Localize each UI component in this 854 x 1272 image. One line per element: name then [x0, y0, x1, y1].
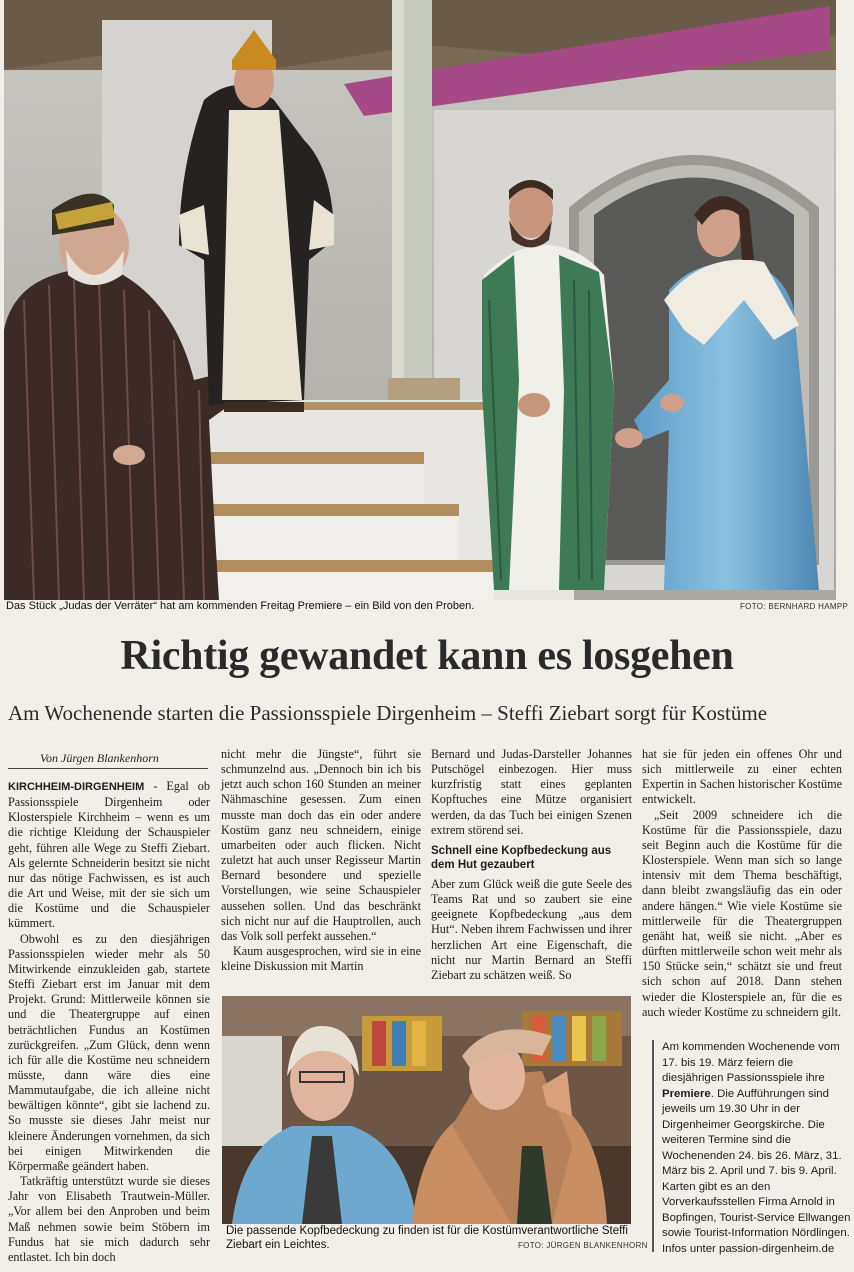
bottom-photo-caption: Die passende Kopfbedeckung zu finden ist für die Kostümverantwortliche Steffi Ziebart ein Leichtes.: [226, 1225, 628, 1251]
headline: Richtig gewandet kann es losgehen: [120, 633, 734, 679]
top-photo-caption: Das Stück „Judas der Verräter“ hat am kommenden Freitag Premiere – ein Bild von den Proben.: [6, 600, 475, 612]
info-box: Am kommenden Wochenende vom 17. bis 19. März feiern die diesjährigen Passionsspiele ihre Premiere. Die Aufführungen sind jeweils um 19.30 Uhr in der Dirgenheimer Georgskirche. Die weiteren Termine sind die Wochenenden 24. bis 26. März, 31. März bis 2. April und 7. bis 9. April. Karten gibt es an den Vorverkaufsstellen Firma Arnold in Bopfingen, Tourist-Service Ellwangen sowie Tourist-Information Nördlingen. Infos unter passion-dirgenheim.de: [652, 1040, 852, 1252]
paragraph: Aber zum Glück weiß die gute Seele des Teams Rat und so zaubert sie eine geeignete Kopfbedeckung „aus dem Hut“. Neben ihrem Fachwissen und ihrer herzlichen Art eine Eigenschaft, die nicht nur Martin Bernard an Steffi Ziebart zu schätzen weiß. So: [431, 876, 632, 982]
article-column-3: [431, 747, 632, 983]
premiere-highlight: Premiere: [662, 1087, 711, 1100]
subheading: Schnell eine Kopfbedeckung aus dem Hut gezaubert: [431, 844, 612, 872]
bottom-photo-credit: FOTO: JÜRGEN BLANKENHORN: [518, 1241, 648, 1250]
article-column-2: [221, 747, 421, 974]
subheadline: Am Wochenende starten die Passionsspiele Dirgenheim – Steffi Ziebart sorgt für Kostüme: [8, 701, 768, 725]
top-photo-credit: FOTO: BERNHARD HAMPP: [740, 602, 849, 611]
article-column-4: [642, 747, 842, 1020]
paragraph: „Seit 2009 schneidere ich die Kostüme für die Passionsspiele, dazu seit Beginn auch die Kostüme für die Klosterspiele. Wenn man sich so lange intensiv mit dem Thema beschäftigt, dann bleibt zwangsläufig das ein oder andere hängen.“ Wie viele Kostüme sie mittlerweile für die Theatergruppen genäht hat, weiß sie nicht. „Aber es dürften mittlerweile schon weit mehr als 150 Stücke sein,“ schätzt sie und freut sich schon auf 2018. Dann stehen wieder die Klosterspiele an, für die es auch wieder Kostüme zu schneidern gilt.: [642, 807, 842, 1019]
paragraph: Kaum ausgesprochen, wird sie in eine kleine Diskussion mit Martin: [221, 944, 421, 974]
costume-fitting-image: [222, 996, 631, 1224]
paragraph: KIRCHHEIM-DIRGENHEIM - Egal ob Passionsspiele Dirgenheim oder Klosterspiele Kirchheim – wenn es um die richtige Kleidung der Schauspieler geht, führen alle Wege zu Steffi Ziebart. Als gelernte Schneiderin besitzt sie nicht nur das nötige Fachwissen, es ist auch die Art und Weise, mit der sie sich um die Kostüme und die Schauspieler kümmert.: [8, 779, 210, 931]
dateline: KIRCHHEIM-DIRGENHEIM: [8, 781, 145, 793]
article-column-1: [8, 779, 210, 1265]
byline: Von Jürgen Blankenhorn: [40, 751, 159, 765]
paragraph: Bernard und Judas-Darsteller Johannes Putschögel einbezogen. Hier muss kurzfristig statt eines geplanten Kopftuches eine Mütze organisiert werden, da das Tuch bei einigen Szenen extrem störend sei.: [431, 747, 632, 837]
top-photo: [4, 0, 836, 600]
byline-rule: [8, 768, 208, 769]
bottom-photo: [222, 996, 631, 1224]
paragraph: nicht mehr die Jüngste“, führt sie schmunzelnd aus. „Dennoch bin ich bis jetzt auch schon 160 Stunden an meiner Nähmaschine gesessen. Zum einen musste man doch das ein oder andere Kostüm ganz neu schneidern, einige umarbeiten oder auch flicken. Nicht zuletzt hat auch unser Regisseur Martin Bernard besondere und spezielle Vorstellungen, wie seine Schauspieler aussehen sollen. Und das beschränkt sich nicht nur auf die Hauptrollen, auch das Volk soll perfekt aussehen.“: [221, 747, 421, 943]
paragraph: hat sie für jeden ein offenes Ohr und sich mittlerweile zu einer echten Expertin in Sachen historischer Kostüme entwickelt.: [642, 747, 842, 807]
paragraph: Tatkräftig unterstützt wurde sie dieses Jahr von Elisabeth Trautwein-Müller. „Vor allem bei den Anproben und beim Maß nehmen sowie beim Stöbern im Fundus hat sie mich dadurch sehr entlastet. Ich bin doch: [8, 1174, 210, 1264]
paragraph: Obwohl es zu den diesjährigen Passionsspielen wieder mehr als 50 Mitwirkende einzukleiden gab, startete Steffi Ziebart erst im Januar mit dem Projekt. Grund: Mittlerweile können sie und die Theatergruppe auf einen beträchtlichen Fundus an Kostümen zurückgreifen. „Zum Glück, denn wenn ich für alle die Kostüme neu schneidern müsste, dann wäre dies eine Mammutaufgabe, die ich alleine nicht bewältigen könnte“, gibt sie lachend zu. So musste sie dieses Jahr meist nur kleinere Änderungen vornehmen, da sich bei einigen Mitwirkenden die Körpermaße geändert haben.: [8, 931, 210, 1173]
stage-rehearsal-image: [4, 0, 836, 600]
